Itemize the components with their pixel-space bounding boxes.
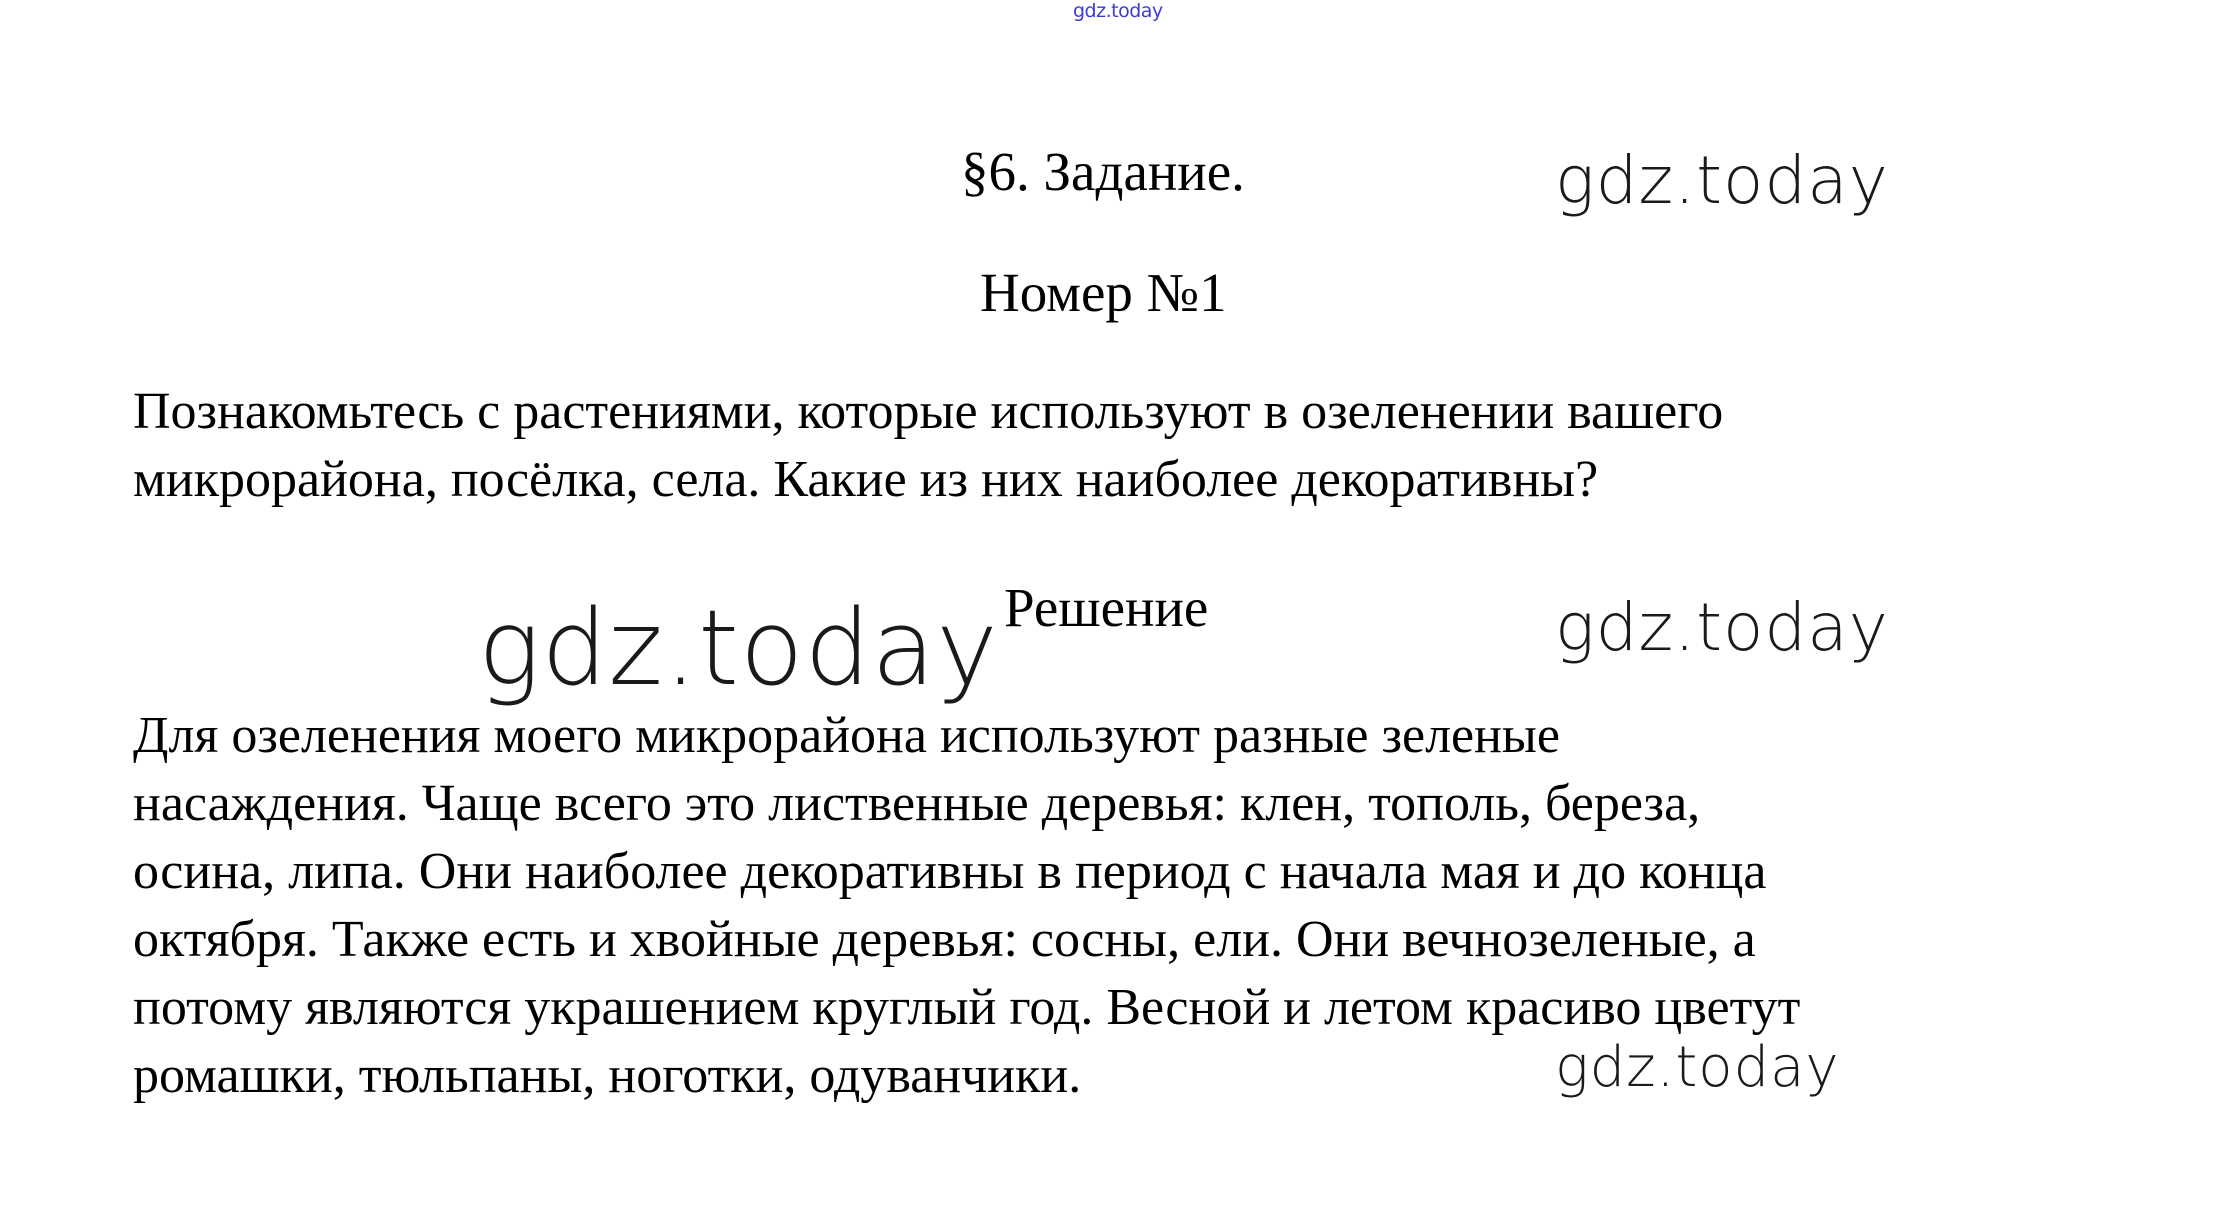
task-number: Номер №1 (980, 262, 1227, 323)
top-watermark-text: gdz.today (1073, 0, 1163, 22)
solution-line: октября. Также есть и хвойные деревья: сосны, ели. Они вечнозеленые, а (133, 911, 1756, 968)
task-line: микрорайона, посёлка, села. Какие из них наиболее декоративны? (133, 451, 1599, 508)
solution-line: ромашки, тюльпаны, ноготки, одуванчики. (133, 1047, 1082, 1104)
solution-line: потому являются украшением круглый год. Весной и летом красиво цветут (133, 979, 1801, 1036)
section-title: §6. Задание. (961, 141, 1245, 202)
solution-line: Для озеленения моего микрорайона используют разные зеленые (133, 707, 1560, 764)
watermark-logo: gdz.today (1555, 589, 1889, 666)
solution-line: осина, липа. Они наиболее декоративны в период с начала мая и до конца (133, 843, 1767, 900)
solution-text (133, 702, 1800, 1110)
task-text (133, 378, 1723, 514)
solution-title: Решение (1004, 577, 1209, 638)
task-line: Познакомьтесь с растениями, которые используют в озеленении вашего (133, 383, 1724, 440)
solution-line: насаждения. Чаще всего это лиственные деревья: клен, тополь, береза, (133, 775, 1701, 832)
watermark-logo: gdz.today (1555, 1035, 1840, 1100)
watermark-logo: gdz.today (1555, 142, 1889, 219)
watermark-logo: gdz.today (478, 587, 999, 709)
